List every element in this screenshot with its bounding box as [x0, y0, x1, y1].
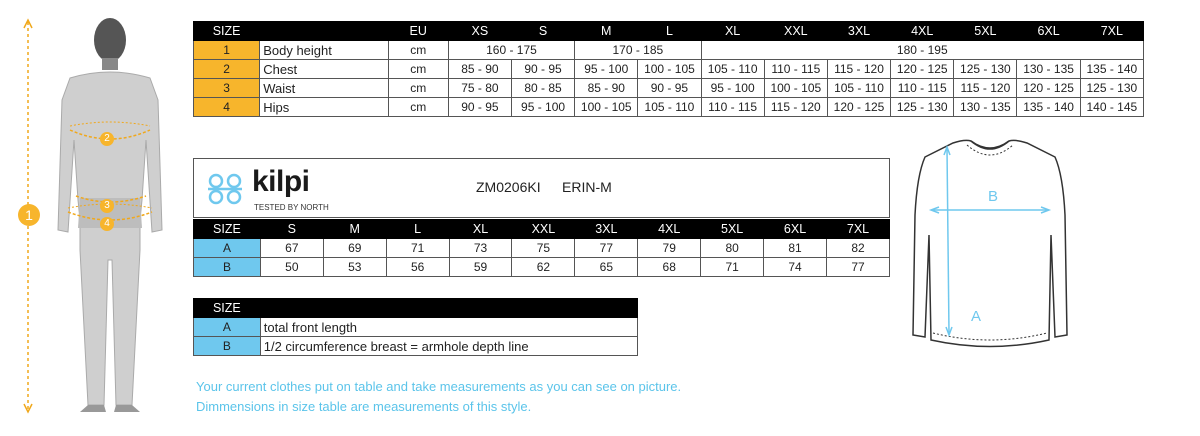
- table-cell: 81: [764, 239, 827, 258]
- header-cell: 4XL: [638, 220, 701, 239]
- header-cell: L: [638, 22, 701, 41]
- row-key: A: [194, 318, 261, 337]
- height-marker: 1: [18, 204, 40, 226]
- table-cell: 100 - 105: [638, 60, 701, 79]
- table-cell: 67: [260, 239, 323, 258]
- header-cell: 5XL: [954, 22, 1017, 41]
- table-header-row: [194, 299, 638, 318]
- table-cell: 95 - 100: [701, 79, 764, 98]
- header-cell: SIZE: [194, 22, 260, 41]
- garment-size-table: [193, 219, 890, 277]
- header-cell: XXL: [512, 220, 575, 239]
- header-cell: 6XL: [764, 220, 827, 239]
- row-number: 3: [194, 79, 260, 98]
- table-cell: 80 - 85: [511, 79, 574, 98]
- header-cell: 7XL: [827, 220, 890, 239]
- table-row: [194, 79, 1144, 98]
- header-cell: XL: [701, 22, 764, 41]
- table-cell: 100 - 105: [764, 79, 827, 98]
- table-cell: 77: [575, 239, 638, 258]
- table-cell: 77: [827, 258, 890, 277]
- header-cell: [260, 299, 637, 318]
- table-row: [194, 318, 638, 337]
- long-sleeve-shirt-icon: [905, 135, 1075, 355]
- table-cell: 170 - 185: [575, 41, 701, 60]
- table-cell: 59: [449, 258, 512, 277]
- measurement-note: Dimmensions in size table are measurements of this style.: [196, 399, 532, 414]
- table-row: [194, 337, 638, 356]
- row-number: 2: [194, 60, 260, 79]
- shirt-label-length: A: [971, 308, 982, 325]
- header-cell: XS: [448, 22, 511, 41]
- table-cell: 74: [764, 258, 827, 277]
- table-row: [194, 258, 890, 277]
- hips-marker: 4: [100, 217, 114, 231]
- table-cell: 79: [638, 239, 701, 258]
- header-cell: XXL: [764, 22, 827, 41]
- header-cell: 3XL: [827, 22, 890, 41]
- table-cell: 71: [386, 239, 449, 258]
- table-row: [194, 239, 890, 258]
- chest-marker: 2: [100, 132, 114, 146]
- table-row: [194, 41, 1144, 60]
- table-cell: 56: [386, 258, 449, 277]
- brand-tagline: TESTED BY NORTH: [254, 203, 329, 212]
- table-cell: 95 - 100: [575, 60, 638, 79]
- product-code: ZM0206KI: [476, 179, 541, 195]
- table-cell: 100 - 105: [575, 98, 638, 117]
- human-figure-icon: [58, 18, 162, 412]
- header-cell: M: [575, 22, 638, 41]
- table-cell: 85 - 90: [448, 60, 511, 79]
- table-cell: 85 - 90: [575, 79, 638, 98]
- row-key: A: [194, 239, 261, 258]
- header-cell: 6XL: [1017, 22, 1080, 41]
- table-cell: 110 - 115: [701, 98, 764, 117]
- header-cell: L: [386, 220, 449, 239]
- table-cell: 82: [827, 239, 890, 258]
- waist-marker: 3: [100, 199, 114, 213]
- table-cell: 125 - 130: [1080, 79, 1143, 98]
- table-cell: 105 - 110: [638, 98, 701, 117]
- table-cell: 90 - 95: [638, 79, 701, 98]
- table-cell: 140 - 145: [1080, 98, 1143, 117]
- unit-cell: cm: [388, 79, 448, 98]
- row-number: 4: [194, 98, 260, 117]
- table-cell: 135 - 140: [1080, 60, 1143, 79]
- table-cell: 53: [323, 258, 386, 277]
- table-cell: 75: [512, 239, 575, 258]
- table-cell: 105 - 110: [827, 79, 890, 98]
- header-cell: S: [260, 220, 323, 239]
- table-cell: 90 - 95: [448, 98, 511, 117]
- header-cell: 7XL: [1080, 22, 1143, 41]
- table-cell: 180 - 195: [701, 41, 1143, 60]
- unit-cell: cm: [388, 41, 448, 60]
- table-header-row: [194, 22, 1144, 41]
- table-cell: 73: [449, 239, 512, 258]
- table-cell: 62: [512, 258, 575, 277]
- table-cell: 120 - 125: [1017, 79, 1080, 98]
- header-cell: EU: [388, 22, 448, 41]
- table-cell: 68: [638, 258, 701, 277]
- table-row: [194, 60, 1144, 79]
- table-cell: 115 - 120: [954, 79, 1017, 98]
- legend-description: total front length: [260, 318, 637, 337]
- product-name: ERIN-M: [562, 179, 612, 195]
- table-cell: 110 - 115: [764, 60, 827, 79]
- legend-description: 1/2 circumference breast = armhole depth line: [260, 337, 637, 356]
- product-header: [193, 158, 890, 218]
- header-cell: 4XL: [891, 22, 954, 41]
- row-key: B: [194, 337, 261, 356]
- header-cell: 5XL: [701, 220, 764, 239]
- measurement-name: Body height: [260, 41, 388, 60]
- unit-cell: cm: [388, 60, 448, 79]
- header-cell: S: [511, 22, 574, 41]
- header-cell: SIZE: [194, 299, 261, 318]
- table-cell: 95 - 100: [511, 98, 574, 117]
- table-cell: 50: [260, 258, 323, 277]
- table-cell: 135 - 140: [1017, 98, 1080, 117]
- brand-logo: kilpi: [252, 165, 310, 198]
- header-cell: 3XL: [575, 220, 638, 239]
- row-key: B: [194, 258, 261, 277]
- kilpi-knot-logo-icon: [204, 171, 246, 207]
- table-header-row: [194, 220, 890, 239]
- table-cell: 120 - 125: [827, 98, 890, 117]
- table-cell: 69: [323, 239, 386, 258]
- shirt-label-breast: B: [988, 188, 999, 205]
- table-cell: 125 - 130: [891, 98, 954, 117]
- header-cell: M: [323, 220, 386, 239]
- table-cell: 130 - 135: [1017, 60, 1080, 79]
- header-cell: XL: [449, 220, 512, 239]
- measurement-note: Your current clothes put on table and take measurements as you can see on picture.: [196, 379, 682, 394]
- table-cell: 75 - 80: [448, 79, 511, 98]
- header-cell: [260, 22, 388, 41]
- body-size-table: [193, 21, 1144, 117]
- header-cell: SIZE: [194, 220, 261, 239]
- table-cell: 90 - 95: [511, 60, 574, 79]
- measurement-name: Chest: [260, 60, 388, 79]
- table-cell: 115 - 120: [764, 98, 827, 117]
- legend-table: [193, 298, 638, 356]
- table-cell: 130 - 135: [954, 98, 1017, 117]
- table-row: [194, 98, 1144, 117]
- table-cell: 120 - 125: [891, 60, 954, 79]
- table-cell: 71: [701, 258, 764, 277]
- table-cell: 160 - 175: [448, 41, 574, 60]
- table-cell: 80: [701, 239, 764, 258]
- table-cell: 65: [575, 258, 638, 277]
- table-cell: 125 - 130: [954, 60, 1017, 79]
- table-cell: 105 - 110: [701, 60, 764, 79]
- unit-cell: cm: [388, 98, 448, 117]
- measurement-name: Waist: [260, 79, 388, 98]
- table-cell: 115 - 120: [827, 60, 890, 79]
- measurement-name: Hips: [260, 98, 388, 117]
- table-cell: 110 - 115: [891, 79, 954, 98]
- row-number: 1: [194, 41, 260, 60]
